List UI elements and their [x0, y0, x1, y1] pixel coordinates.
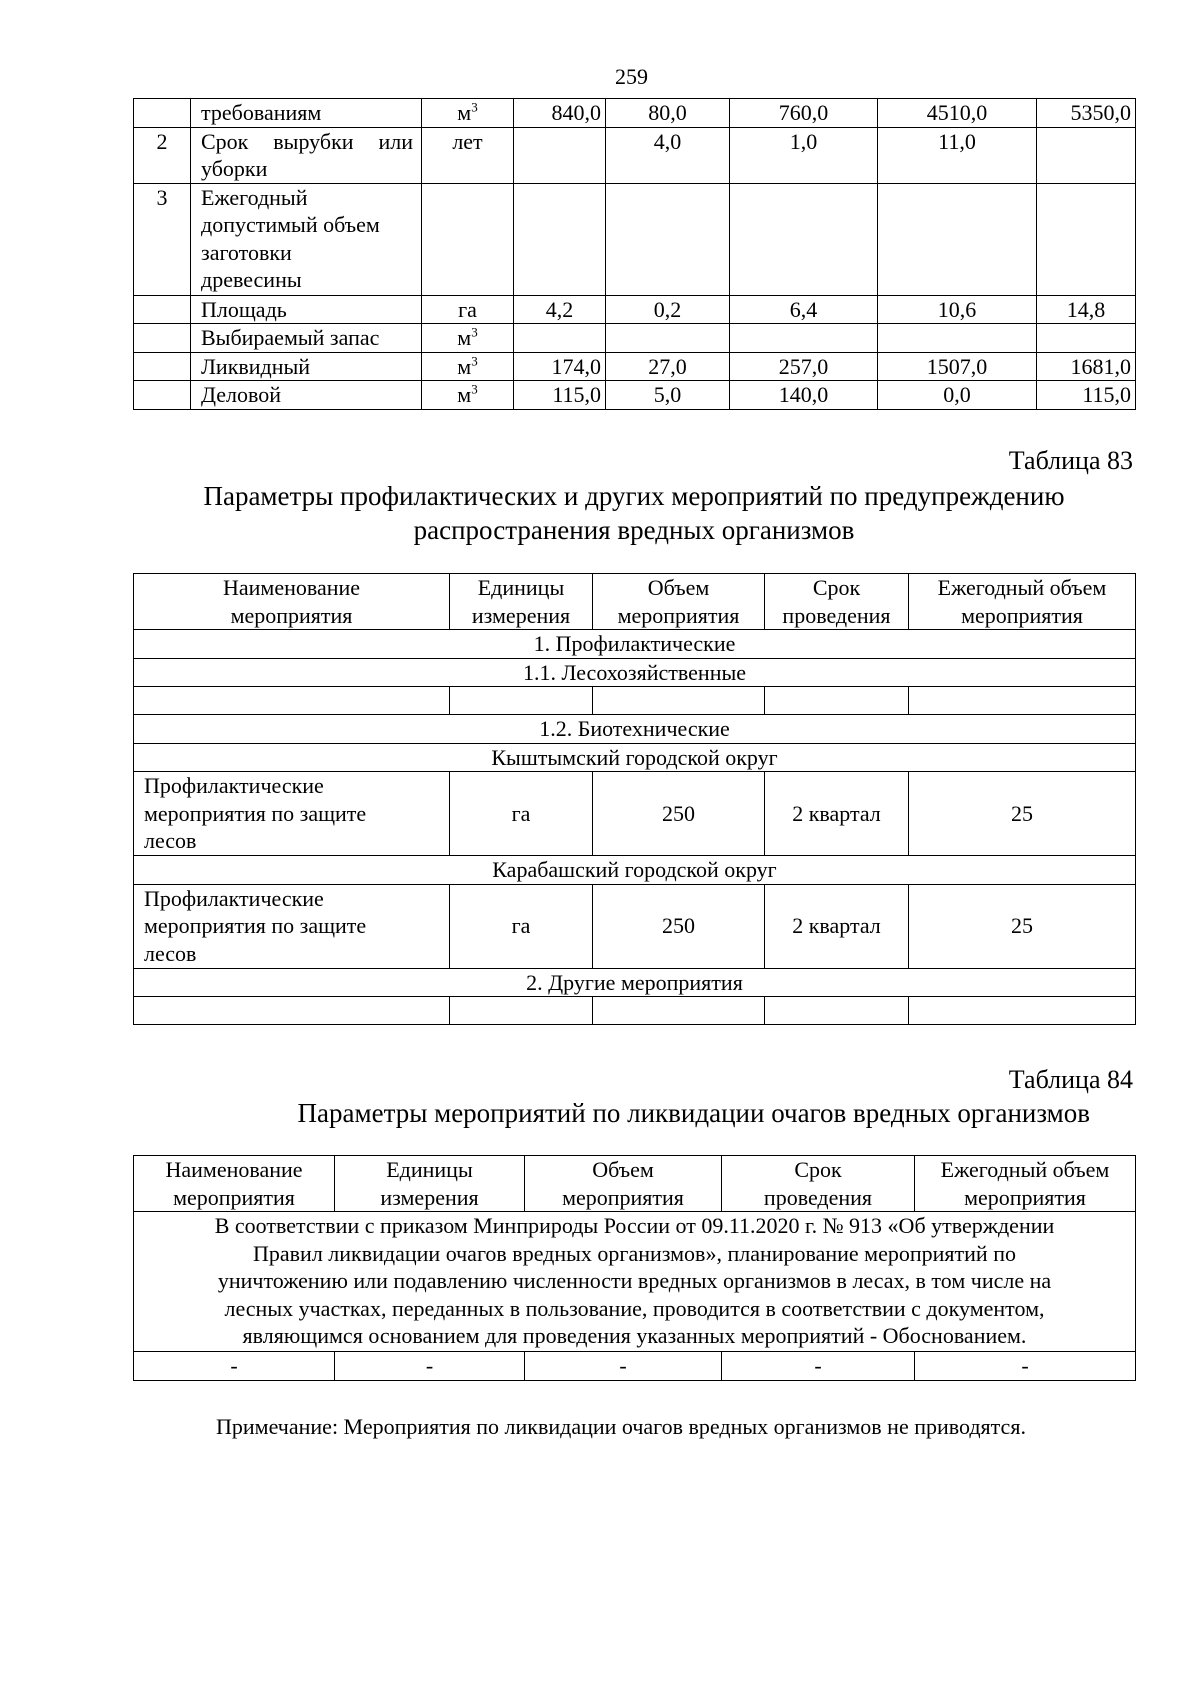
table-row [134, 687, 1136, 715]
row-number [134, 99, 191, 128]
value-cell: 1507,0 [878, 352, 1037, 381]
row-number [134, 295, 191, 324]
row-label: Ликвидный [191, 352, 422, 381]
table-84-number: Таблица 84 [1008, 1065, 1133, 1094]
table-row [134, 1352, 1136, 1381]
table-row [134, 772, 1136, 856]
measure-term: 2 квартал [765, 884, 909, 968]
value-cell: 115,0 [514, 381, 606, 410]
value-cell: 5350,0 [1037, 99, 1136, 128]
unit-cell: $м^3$ [422, 324, 514, 353]
value-cell: 0,2 [606, 295, 730, 324]
row-number [134, 324, 191, 353]
value-cell [878, 324, 1037, 353]
unit-cell: $м^3$ [422, 381, 514, 410]
table-header-row [134, 1156, 1136, 1212]
section-row [134, 715, 1136, 744]
table-83-title-line: распространения вредных организмов [413, 515, 855, 545]
measure-name: Профилактические мероприятия по защите лесов [134, 772, 450, 856]
value-cell: 257,0 [730, 352, 878, 381]
section-row [134, 743, 1136, 772]
value-cell: 1,0 [730, 127, 878, 183]
header-unit: Единицы измерения [335, 1156, 525, 1212]
value-cell [1037, 127, 1136, 183]
value-cell [730, 183, 878, 295]
dash-cell: - [134, 1352, 335, 1381]
measure-volume: 250 [593, 772, 765, 856]
table-row [134, 127, 1136, 183]
value-cell [514, 127, 606, 183]
district-title: Кыштымский городской округ [134, 743, 1136, 772]
dash-cell: - [525, 1352, 722, 1381]
header-volume: Объем мероприятия [593, 574, 765, 630]
header-name: Наименование мероприятия [134, 574, 450, 630]
table-row [134, 183, 1136, 295]
value-cell: 4,2 [514, 295, 606, 324]
unit-cell [422, 183, 514, 295]
row-label: Площадь [191, 295, 422, 324]
measure-unit: га [450, 884, 593, 968]
row-label [191, 183, 422, 295]
row-label: требованиям [191, 99, 422, 128]
value-cell: 1681,0 [1037, 352, 1136, 381]
row-label [191, 127, 422, 183]
value-cell [1037, 324, 1136, 353]
header-name: Наименование мероприятия [134, 1156, 335, 1212]
table-83-title-line: Параметры профилактических и других мероприятий по предупреждению [203, 481, 1065, 511]
value-cell [606, 324, 730, 353]
header-volume: Объем мероприятия [525, 1156, 722, 1212]
value-cell: 4510,0 [878, 99, 1037, 128]
value-cell: 840,0 [514, 99, 606, 128]
liquidation-measures-table [133, 1155, 1136, 1381]
value-cell [1037, 183, 1136, 295]
row-label-line: Ежегодный [201, 184, 308, 210]
header-annual: Ежегодный объем мероприятия [909, 574, 1136, 630]
value-cell: 174,0 [514, 352, 606, 381]
row-label: Деловой [191, 381, 422, 410]
row-label: Выбираемый запас [191, 324, 422, 353]
section-row [134, 658, 1136, 687]
section-title: 2. Другие мероприятия [134, 968, 1136, 997]
value-cell: 80,0 [606, 99, 730, 128]
value-cell: 115,0 [1037, 381, 1136, 410]
section-row [134, 968, 1136, 997]
footnote: Примечание: Мероприятия по ликвидации очагов вредных организмов не приводятся. [216, 1414, 1026, 1439]
unit-cell: $м^3$ [422, 352, 514, 381]
value-cell: 6,4 [730, 295, 878, 324]
value-cell [514, 324, 606, 353]
table-row [134, 381, 1136, 410]
section-row [134, 856, 1136, 885]
value-cell: 140,0 [730, 381, 878, 410]
table-header-row [134, 574, 1136, 630]
row-number: 2 [134, 127, 191, 183]
dash-cell: - [722, 1352, 915, 1381]
header-term: Срок проведения [722, 1156, 915, 1212]
row-number: 3 [134, 183, 191, 295]
section-title: 1.2. Биотехнические [134, 715, 1136, 744]
measure-unit: га [450, 772, 593, 856]
forest-harvest-table [133, 98, 1136, 410]
value-cell: 14,8 [1037, 295, 1136, 324]
row-label-line: заготовки [201, 239, 292, 265]
section-title: 1. Профилактические [134, 630, 1136, 659]
row-label-line: допустимый объем [201, 212, 380, 237]
row-number [134, 352, 191, 381]
row-label-line: Срок вырубки или [201, 128, 413, 154]
table-row [134, 295, 1136, 324]
legal-text-row [134, 1212, 1136, 1352]
table-row [134, 99, 1136, 128]
prevention-measures-table [133, 573, 1136, 1025]
legal-text: В соответствии с приказом Минприроды России от 09.11.2020 г. № 913 «Об утверждении Правил ликвидации очагов вредных организмов», планирование мероприятий по уничтожению или подавлению численности вредных организмов в лесах, в том числе на лесных участках, переданных в пользование, проводится в соответствии с документом, являющимся основанием для проведения указанных мероприятий - Обоснованием. [134, 1212, 1136, 1352]
section-title: 1.1. Лесохозяйственные [134, 658, 1136, 687]
measure-annual: 25 [909, 884, 1136, 968]
measure-name: Профилактические мероприятия по защите лесов [134, 884, 450, 968]
measure-volume: 250 [593, 884, 765, 968]
table-83-number: Таблица 83 [1008, 446, 1133, 475]
value-cell: 10,6 [878, 295, 1037, 324]
value-cell [606, 183, 730, 295]
unit-cell: $м^3$ [422, 99, 514, 128]
value-cell: 4,0 [606, 127, 730, 183]
row-label-line: уборки [201, 156, 268, 181]
value-cell [514, 183, 606, 295]
value-cell: 0,0 [878, 381, 1037, 410]
district-title: Карабашский городской округ [134, 856, 1136, 885]
row-label-line: древесины [201, 267, 302, 292]
header-unit: Единицы измерения [450, 574, 593, 630]
table-row [134, 997, 1136, 1025]
measure-annual: 25 [909, 772, 1136, 856]
value-cell [730, 324, 878, 353]
value-cell: 11,0 [878, 127, 1037, 183]
table-row [134, 884, 1136, 968]
header-annual: Ежегодный объем мероприятия [915, 1156, 1136, 1212]
section-row [134, 630, 1136, 659]
table-row [134, 324, 1136, 353]
page-number: 259 [615, 64, 648, 89]
unit-cell: лет [422, 127, 514, 183]
dash-cell: - [915, 1352, 1136, 1381]
value-cell [878, 183, 1037, 295]
measure-term: 2 квартал [765, 772, 909, 856]
row-number [134, 381, 191, 410]
unit-cell: га [422, 295, 514, 324]
value-cell: 27,0 [606, 352, 730, 381]
value-cell: 5,0 [606, 381, 730, 410]
table-84-title: Параметры мероприятий по ликвидации очагов вредных организмов [297, 1098, 1090, 1128]
header-term: Срок проведения [765, 574, 909, 630]
value-cell: 760,0 [730, 99, 878, 128]
dash-cell: - [335, 1352, 525, 1381]
table-row [134, 352, 1136, 381]
